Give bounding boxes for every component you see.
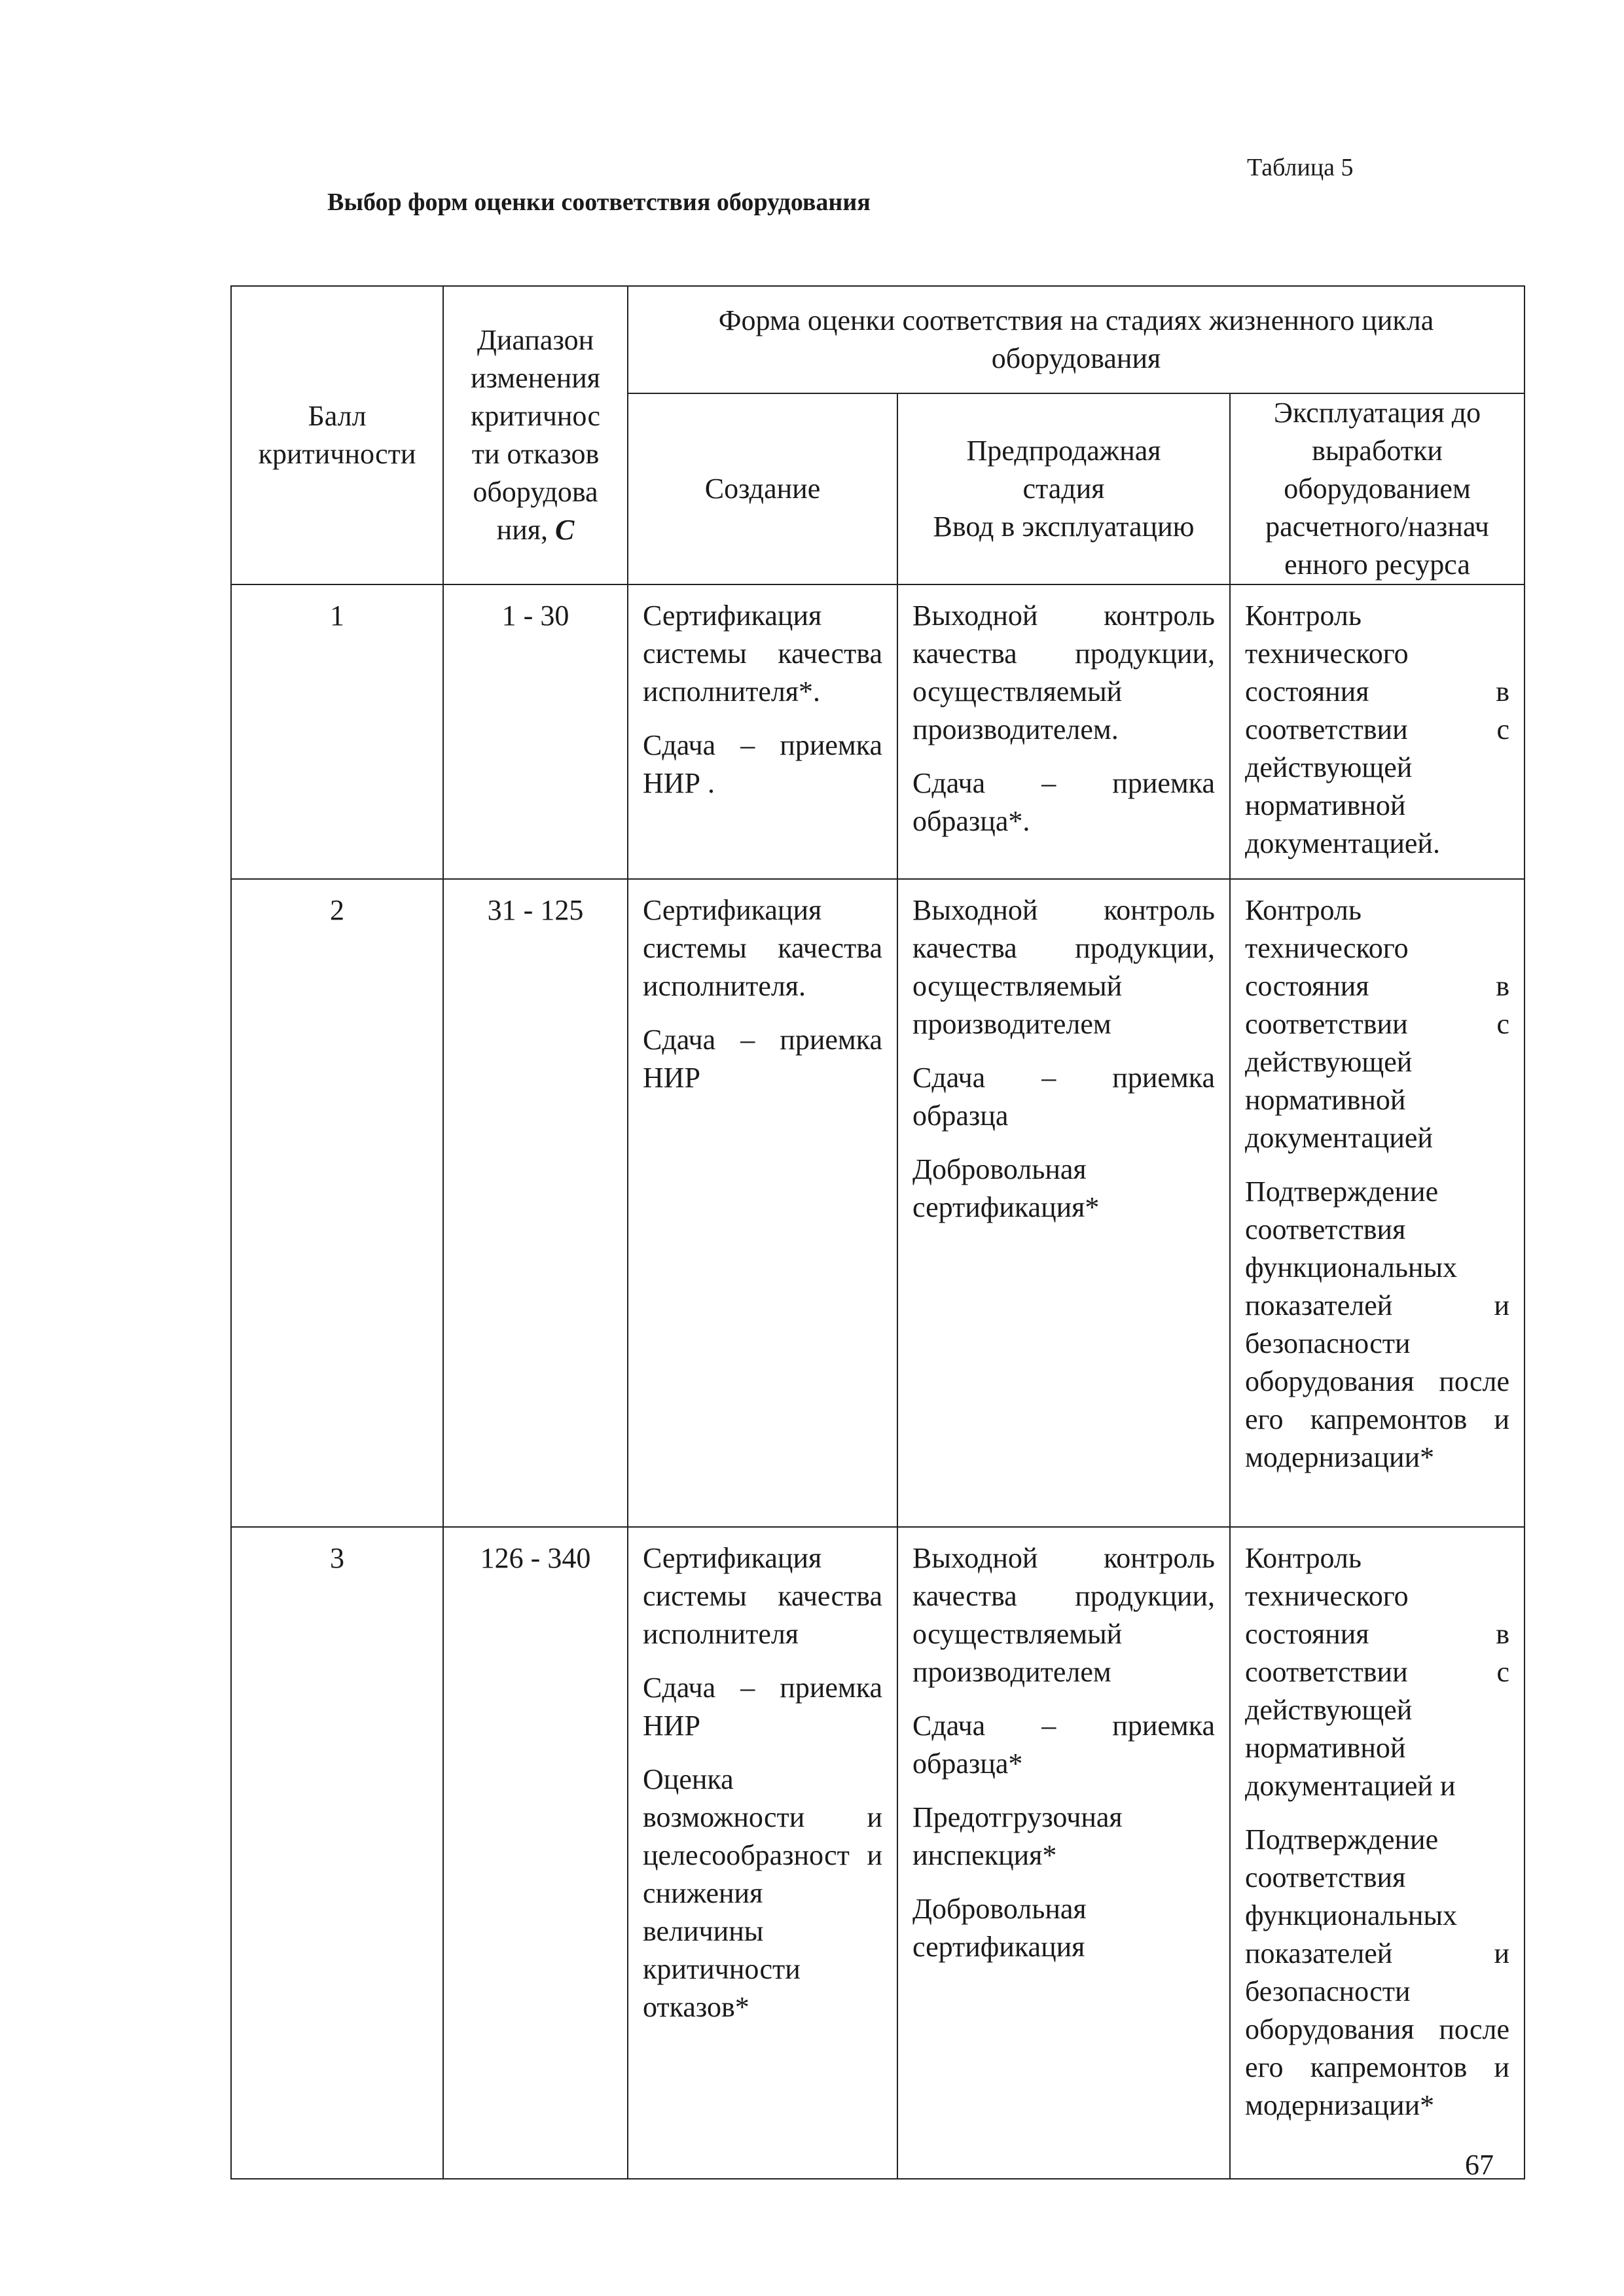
- table-row: [231, 1527, 1525, 2179]
- header-score: [231, 286, 443, 584]
- operation-cell: [1230, 879, 1525, 1527]
- header-range: [443, 286, 628, 584]
- range-value: 1 - 30: [501, 600, 569, 632]
- header-range-line: изменения: [470, 362, 601, 394]
- creation-item: Сертификация системы качества исполнителя: [643, 1542, 882, 1650]
- presale-cell: [897, 1527, 1230, 2179]
- page-number: 67: [1465, 2149, 1494, 2181]
- table-row: [231, 584, 1525, 879]
- table-label: Таблица 5: [1247, 154, 1354, 181]
- presale-item: Сдача – приемка образца*.: [912, 767, 1215, 837]
- score-cell: [231, 879, 443, 1527]
- operation-item: Контроль технического состояния в соответствии с действующей нормативной документацией.: [1245, 600, 1509, 859]
- header-range-line: критичнос: [471, 400, 600, 432]
- creation-cell: [628, 879, 897, 1527]
- creation-item: Сертификация системы качества исполнителя.: [643, 894, 882, 1002]
- header-operation-line: выработки: [1312, 435, 1443, 467]
- header-row: [231, 286, 1525, 393]
- header-range-line: оборудова: [473, 476, 598, 508]
- header-operation-line: оборудованием: [1284, 473, 1471, 505]
- presale-item: Предотгрузочная инспекция*: [912, 1801, 1123, 1871]
- score-cell: [231, 1527, 443, 2179]
- creation-cell: [628, 584, 897, 879]
- header-range-line: ти отказов: [471, 438, 600, 470]
- range-value: 31 - 125: [487, 894, 584, 926]
- presale-item: Сдача – приемка образца: [912, 1062, 1215, 1132]
- header-creation: [628, 393, 897, 584]
- score-value: 3: [330, 1542, 344, 1574]
- conformity-table: [230, 285, 1525, 2179]
- presale-item: Добровольная сертификация: [912, 1893, 1087, 1963]
- header-operation: [1230, 393, 1525, 584]
- range-cell: [443, 584, 628, 879]
- header-group: [628, 286, 1525, 393]
- creation-item: Сертификация системы качества исполнителя*.: [643, 600, 882, 708]
- criticality-symbol: C: [554, 514, 575, 546]
- header-creation-label: Создание: [704, 473, 821, 505]
- operation-cell: [1230, 1527, 1525, 2179]
- header-presale: [897, 393, 1230, 584]
- presale-cell: [897, 584, 1230, 879]
- operation-item: Контроль технического состояния в соответствии с действующей нормативной документацией и: [1245, 1542, 1509, 1802]
- header-operation-line: енного ресурса: [1284, 548, 1470, 581]
- creation-item: Сдача – приемка НИР: [643, 1672, 882, 1742]
- header-operation-line: Эксплуатация до: [1273, 397, 1481, 429]
- table-row: [231, 879, 1525, 1527]
- page-title: Выбор форм оценки соответствия оборудования: [327, 188, 871, 216]
- presale-cell: [897, 879, 1230, 1527]
- header-operation-line: расчетного/назнач: [1265, 511, 1489, 543]
- presale-item: Добровольная сертификация*: [912, 1153, 1100, 1223]
- range-cell: [443, 879, 628, 1527]
- presale-item: Сдача – приемка образца*: [912, 1710, 1215, 1780]
- range-value: 126 - 340: [480, 1542, 591, 1574]
- presale-item: Выходной контроль качества продукции, осуществляемый производителем: [912, 894, 1215, 1040]
- header-presale-line: стадия: [1022, 473, 1105, 505]
- range-cell: [443, 1527, 628, 2179]
- score-value: 1: [330, 600, 344, 632]
- header-presale-line: Ввод в эксплуатацию: [933, 511, 1195, 543]
- score-value: 2: [330, 894, 344, 926]
- operation-item: Подтверждение соответствия функциональных показателей и безопасности оборудования после его капремонтов и модернизации*: [1245, 1823, 1509, 2121]
- operation-item: Подтверждение соответствия функциональных показателей и безопасности оборудования после его капремонтов и модернизации*: [1245, 1175, 1509, 1473]
- creation-cell: [628, 1527, 897, 2179]
- header-range-line: Диапазон: [477, 324, 594, 356]
- score-cell: [231, 584, 443, 879]
- creation-item: Сдача – приемка НИР .: [643, 729, 882, 799]
- creation-item: Сдача – приемка НИР: [643, 1024, 882, 1094]
- presale-item: Выходной контроль качества продукции, осуществляемый производителем: [912, 1542, 1215, 1688]
- header-presale-line: Предпродажная: [966, 435, 1161, 467]
- header-score-label: Балл критичности: [258, 400, 416, 470]
- presale-item: Выходной контроль качества продукции, осуществляемый производителем.: [912, 600, 1215, 745]
- operation-cell: [1230, 584, 1525, 879]
- creation-item: Оценка возможности и целесообразност и снижения величины критичности отказов*: [643, 1763, 882, 2023]
- header-group-label: Форма оценки соответствия на стадиях жизненного цикла оборудования: [718, 304, 1434, 374]
- header-range-line: ния,: [496, 514, 555, 546]
- operation-item: Контроль технического состояния в соответствии с действующей нормативной документацией: [1245, 894, 1509, 1154]
